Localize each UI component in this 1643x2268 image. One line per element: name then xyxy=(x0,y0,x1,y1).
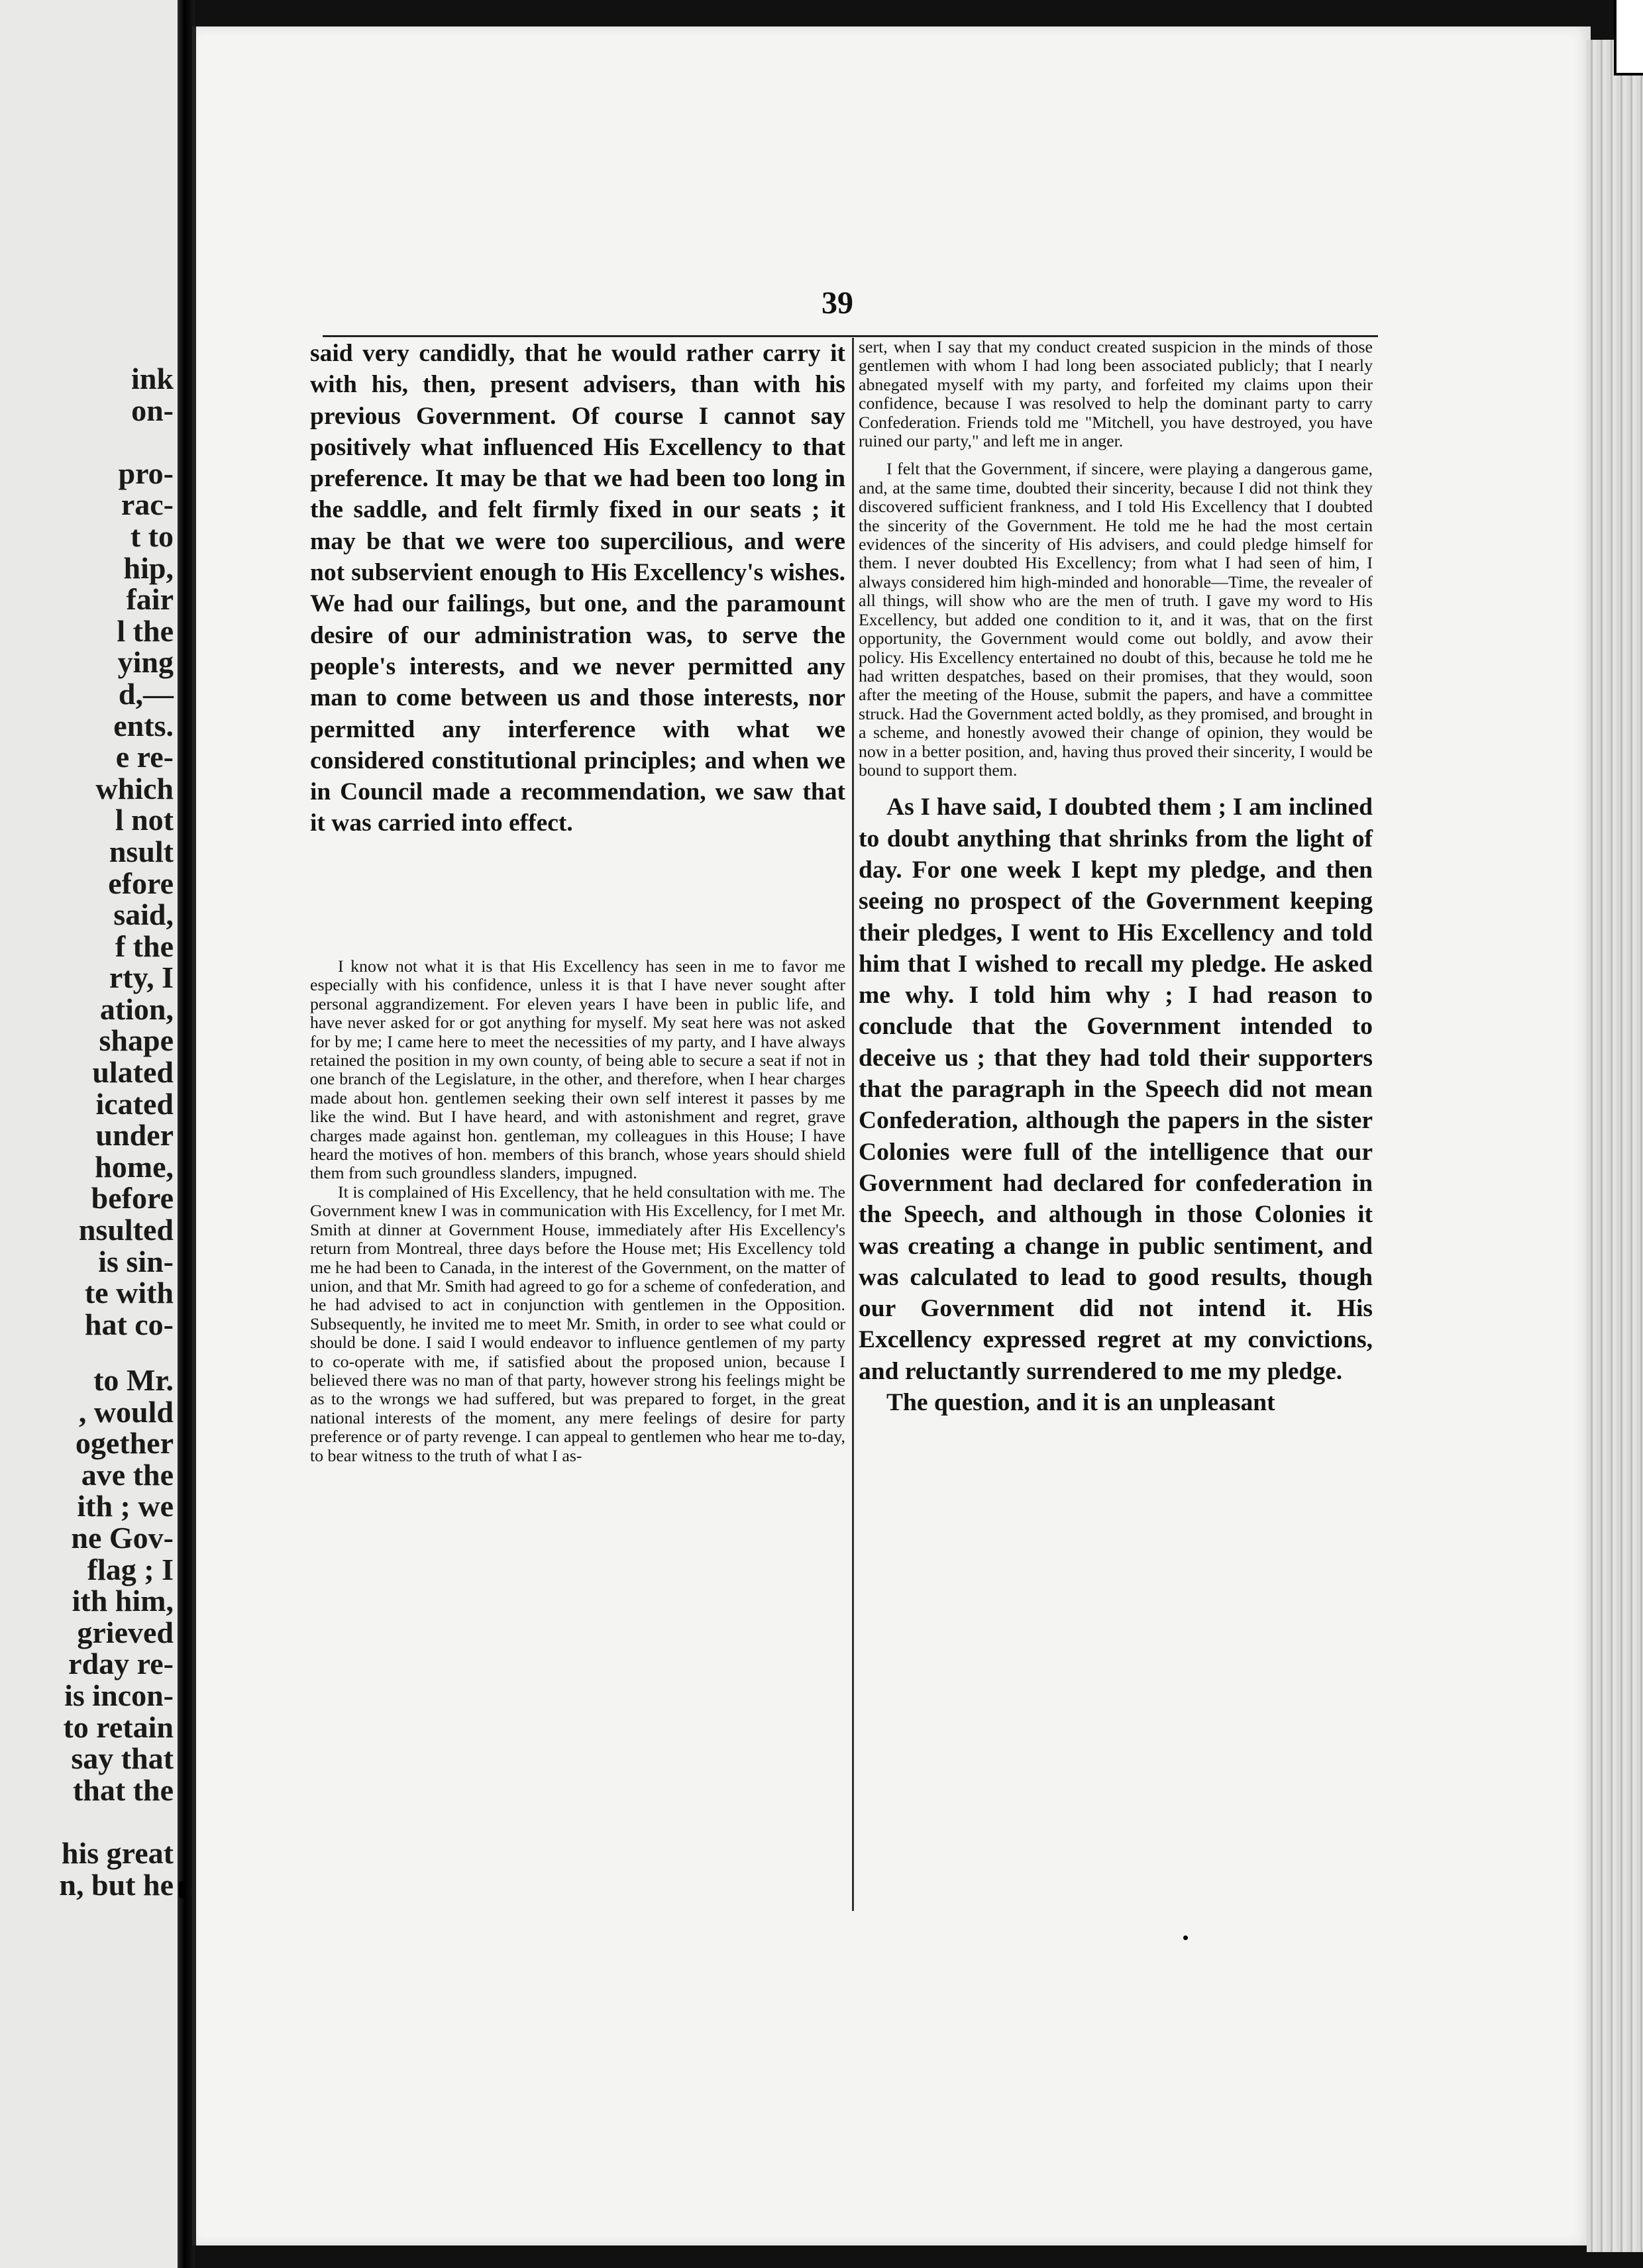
paragraph: It is complained of His Excellency, that he held consultation with me. The Government knew I was in communication with His Excellency, for I met Mr. Smith at dinner at Government House, immediately after His Excellency's return from Montreal, three days before the House met; His Excellency told me he had been to Canada, in the interest of the Government, on the matter of union, and that Mr. Smith had agreed to go for a scheme of confederation, and he had advised to act in conjunction with gentlemen in the Opposition. Subsequently, he invited me to meet Mr. Smith, in order to see what could or should be done. I said I would endeavor to influence gentlemen of my party to co-operate with me, if satisfied about the proposed union, because I believed there was no man of that party, however strong his feelings might be as to the wrongs we had suffered, but was prepared to forget, in the great national interests of the moment, any mere feelings of desire for party preference or of party revenge. I can appeal to gentlemen who hear me to-day, to bear witness to the truth of what I as- xyxy=(310,1182,845,1465)
page-edges xyxy=(1587,40,1643,2252)
left-page-text-fragment-1: ink on- pro- rac- t to hip, fair l the ying d,— ents. e re- which l not nsult efore said, f the rty, I ation, shape ulated icated under home, before nsulted is sin- te with hat co- xyxy=(78,362,174,1341)
paragraph: I felt that the Government, if sincere, were playing a dangerous game, and, at the same time, doubted their sincerity, because I did not think they discovered sufficient frankness, and I told His Excellency that I doubted the sincerity of the Government. He told me he had the most certain evidences of the sincerity of His advisers, and could pledge himself for them. I never doubted His Excellency; from what I had seen of him, I always considered him high-minded and honorable—Time, the revealer of all things, will show who are the men of truth. I gave my word to His Excellency, but added one condition to it, and it was, that on the first opportunity, the Government would come out boldly, and avow their policy. His Excellency entertained no doubt of this, because he told me he had written despatches, based on their promises, that they would, soon after the meeting of the House, submit the papers, and have a committee struck. Had the Government acted boldly, as they promised, and brought in a scheme, and honestly avowed their change of opinion, they would be now in a better position, and, having thus proved their sincerity, I would be bound to support them. xyxy=(859,459,1373,780)
left-column xyxy=(310,338,845,1465)
paragraph: I know not what it is that His Excellency has seen in me to favor me especially with his confidence, unless it is that I have never sought after personal aggrandizement. For eleven years I have been in public life, and have never asked for or got anything for myself. My seat here was not asked for by me; I came here to meet the necessities of my party, and I have always retained the position in my own county, of being able to secure a seat if not in one branch of the Legislature, in the other, and therefore, when I hear charges made about hon. gentlemen seeking their own self interest it passes by me like the wind. But I have heard, and with astonishment and regret, grave charges made against hon. gentleman, my colleagues in this House; I have heard the motives of hon. members of this branch, whose years should shield them from such groundless slanders, impugned. xyxy=(310,956,845,1183)
column-divider xyxy=(852,338,854,1911)
ink-speck xyxy=(1183,1935,1188,1940)
page-number: 39 xyxy=(822,285,853,321)
left-page-text-fragment-2: to Mr. , would ogether ave the ith ; we ne Gov- flag ; I ith him, grieved rday re- is incon- to retain say that that the his great n, but he xyxy=(59,1363,174,1902)
paragraph: The question, and it is an unpleasant xyxy=(886,1388,1275,1416)
paragraph: As I have said, I doubted them ; I am inclined to doubt anything that shrinks from the light of day. For one week I kept my pledge, and then seeing no prospect of the Government keeping their pledges, I went to His Excellency and told him that I wished to recall my pledge. He asked me why. I told him why ; I had reason to conclude that the Government intended to deceive us ; that they had told their supporters that the paragraph in the Speech did not mean Confederation, although the papers in the sister Colonies were full of the intelligence that our Government had declared for confederation in the Speech, and although in those Colonies it was creating a change in public sentiment, and was calculated to lead to good results, though our Government did not intend it. His Excellency expressed regret at my convictions, and reluctantly surrendered to me my pledge. xyxy=(859,794,1373,1385)
ink-speck xyxy=(179,1881,186,1898)
left-page-sliver xyxy=(0,0,178,2268)
right-column xyxy=(859,338,1373,1418)
paragraph: sert, when I say that my conduct created suspicion in the minds of those gentlemen with whom I had long been associated publicly; that I nearly abnegated myself with my party, and forfeited my claims upon their confidence, because I was resolved to help the dominant party to carry Confederation. Friends told me "Mitchell, you have destroyed, you have ruined our party," and left me in anger. xyxy=(859,337,1373,451)
paragraph: said very candidly, that he would rather carry it with his, then, present advisers, than with his previous Government. Of course I cannot say positively what influenced His Excellency to that preference. It may be that we had been too long in the saddle, and felt firmly fixed in our seats ; it may be that we were too supercilious, and were not subservient enough to His Excellency's wishes. We had our failings, but one, and the paramount desire of our administration was, to serve the people's interests, and we never permitted any man to come between us and those interests, nor permitted any interference with what we considered constitutional principles; and when we in Council made a recommendation, we saw that it was carried into effect. xyxy=(310,340,845,837)
page-corner xyxy=(1614,0,1643,76)
